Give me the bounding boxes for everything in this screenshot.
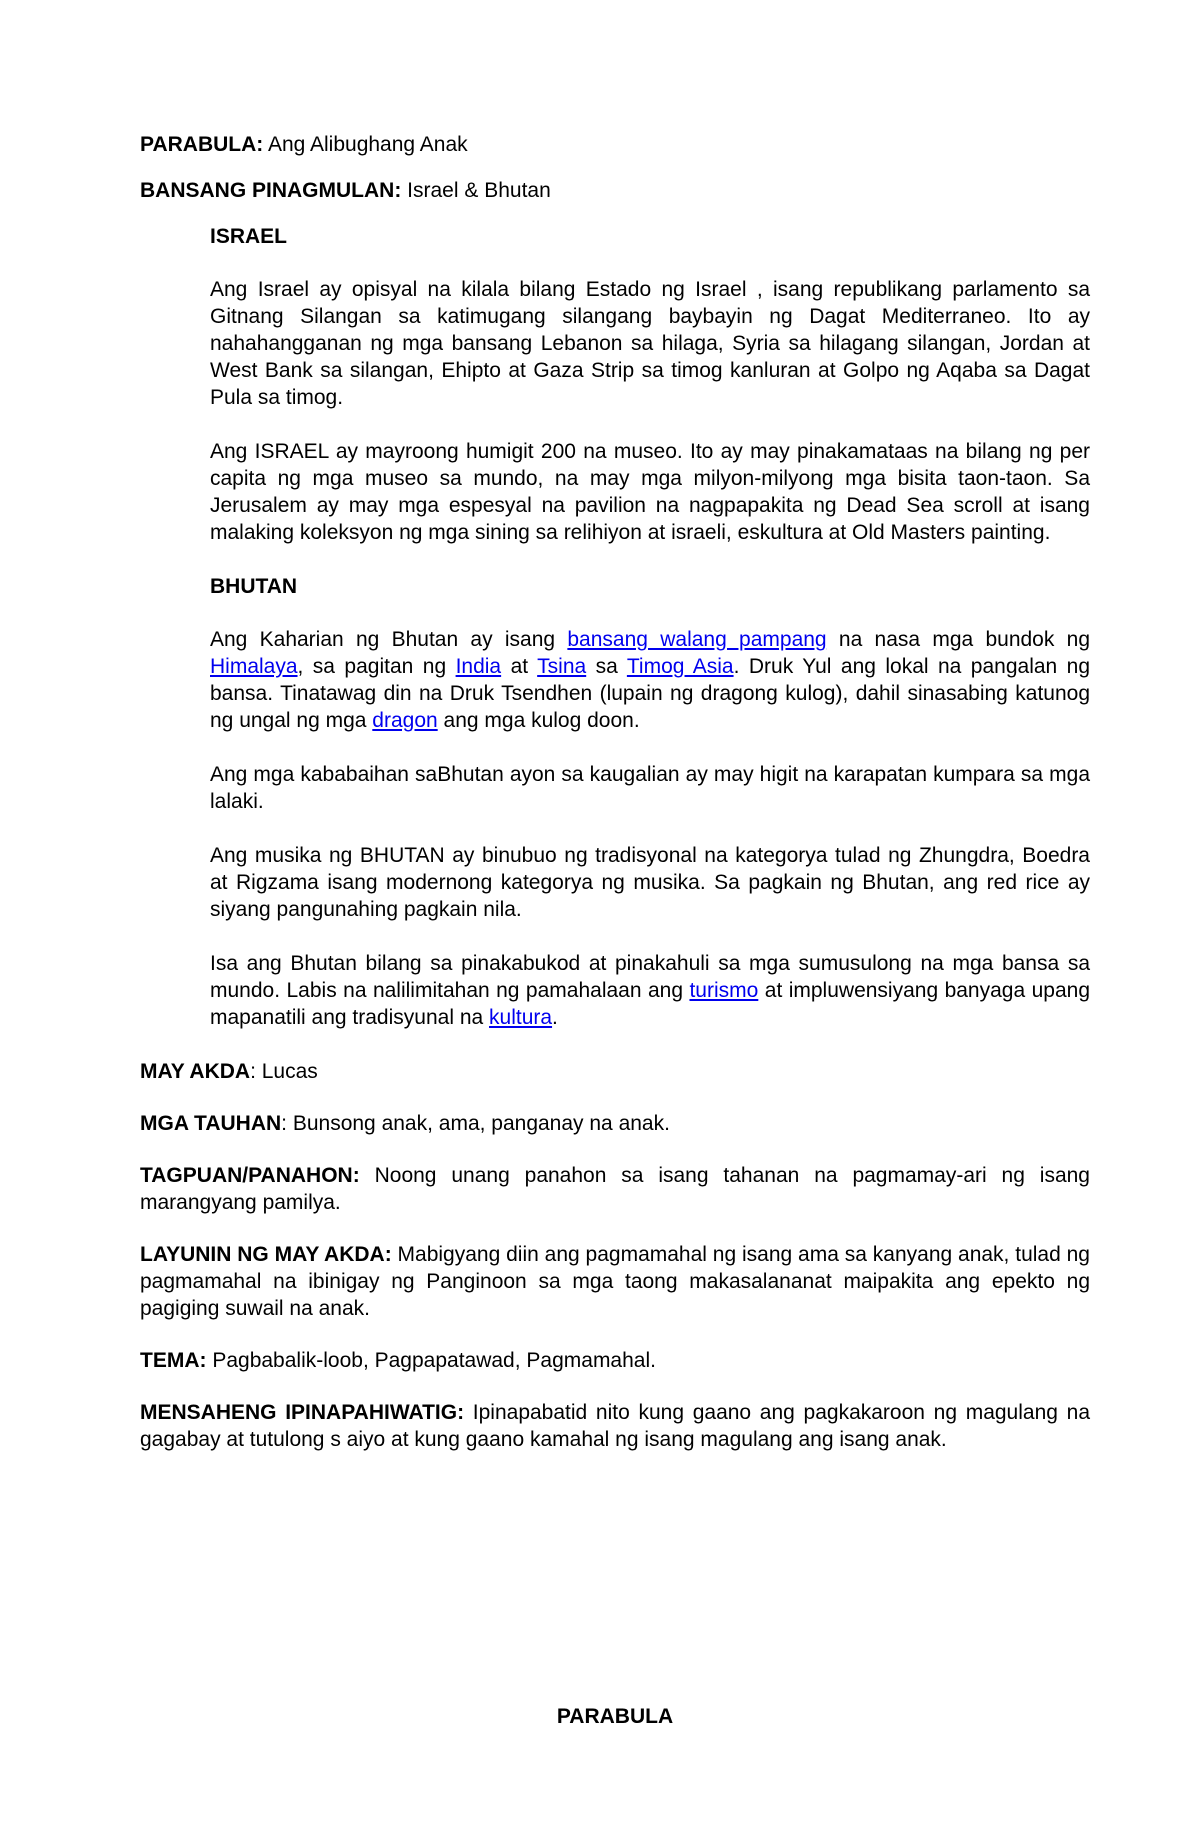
tagpuan-value: Noong unang panahon sa isang tahanan na pagmamay-ari ng isang marangyang pamilya. — [140, 1164, 1090, 1214]
bhutan-paragraph-1 — [210, 626, 1090, 734]
israel-section — [210, 223, 1090, 546]
akda-label: MAY AKDA — [140, 1060, 251, 1083]
bhutan-p4-text-3: . — [552, 1006, 558, 1029]
tauhan-field — [140, 1110, 1090, 1137]
link-india[interactable]: India — [455, 655, 502, 678]
mensahe-field — [140, 1399, 1090, 1453]
israel-heading: ISRAEL — [210, 225, 288, 248]
link-dragon[interactable]: dragon — [372, 709, 438, 732]
bansa-field — [140, 177, 1090, 204]
bhutan-p1-text-3: , sa pagitan ng — [297, 655, 456, 678]
bhutan-p1-text-1: Ang Kaharian ng Bhutan ay isang — [210, 628, 568, 651]
akda-value: : Lucas — [250, 1060, 318, 1083]
link-turismo[interactable]: turismo — [689, 979, 759, 1002]
bhutan-section — [210, 573, 1090, 1031]
bhutan-paragraph-2: Ang mga kababaihan saBhutan ayon sa kaugalian ay may higit na karapatan kumpara sa mga lalaki. — [210, 763, 1090, 813]
bhutan-p4-text-1: Isa ang Bhutan bilang sa pinakabukod at pinakahuli sa mga sumusulong na mga bansa sa mundo. Labis na nalilimitahan ng pamahalaan ang — [210, 952, 1090, 1002]
tema-value: Pagbabalik-loob, Pagpapatawad, Pagmamahal. — [206, 1349, 656, 1372]
bhutan-p1-text-4: at — [501, 655, 538, 678]
tauhan-value: : Bunsong anak, ama, panganay na anak. — [281, 1112, 670, 1135]
akda-field — [140, 1058, 1090, 1085]
mensahe-value: Ipinapabatid nito kung gaano ang pagkakaroon ng magulang na gagabay at tutulong s aiyo at kung gaano kamahal ng isang magulang ang isang anak. — [140, 1401, 1090, 1451]
layunin-label: LAYUNIN NG MAY AKDA: — [140, 1243, 392, 1266]
tagpuan-label: TAGPUAN/PANAHON: — [140, 1164, 360, 1187]
bhutan-p1-text-6: . Druk Yul ang lokal na pangalan ng bansa. Tinatawag din na Druk Tsendhen (lupain ng dragong kulog), dahil sinasabing katunog ng ungal ng mga — [210, 655, 1091, 732]
parabula-value: Ang Alibughang Anak — [267, 133, 468, 156]
link-kultura[interactable]: kultura — [489, 1006, 553, 1029]
footer-title: PARABULA — [556, 1705, 674, 1728]
link-tsina[interactable]: Tsina — [537, 655, 587, 678]
tagpuan-field — [140, 1162, 1090, 1216]
tema-field — [140, 1347, 1090, 1374]
tauhan-label: MGA TAUHAN — [140, 1112, 282, 1135]
link-bansang-walang-pampang[interactable]: bansang walang pampang — [567, 628, 827, 651]
document-page — [140, 131, 1090, 1478]
bhutan-heading: BHUTAN — [210, 575, 298, 598]
layunin-value: Mabigyang diin ang pagmamahal ng isang ama sa kanyang anak, tulad ng pagmamahal na ibinigay ng Panginoon sa mga taong makasalananat maipakita ang epekto ng pagiging suwail na anak. — [140, 1243, 1090, 1320]
tema-label: TEMA: — [140, 1349, 207, 1372]
bhutan-p1-text-2: na nasa mga bundok ng — [826, 628, 1090, 651]
bhutan-p1-text-7: ang mga kulog doon. — [437, 709, 640, 732]
israel-paragraph-1: Ang Israel ay opisyal na kilala bilang Estado ng Israel , isang republikang parlamento sa Gitnang Silangan sa katimugang silangang baybayin ng Dagat Mediterraneo. Ito ay nahahangganan ng mga bansang Lebanon sa hilaga, Syria sa hilagang silangan, Jordan at West Bank sa silangan, Ehipto at Gaza Strip sa timog kanluran at Golpo ng Aqaba sa Dagat Pula sa timog. — [210, 278, 1090, 409]
mensahe-label: MENSAHENG IPINAPAHIWATIG: — [140, 1401, 465, 1424]
bansa-label: BANSANG PINAGMULAN: — [140, 179, 402, 202]
bhutan-paragraph-3: Ang musika ng BHUTAN ay binubuo ng tradisyonal na kategorya tulad ng Zhungdra, Boedra at Rigzama isang modernong kategorya ng musika. Sa pagkain ng Bhutan, ang red rice ay siyang pangunahing pagkain nila. — [210, 844, 1090, 921]
parabula-field — [140, 131, 1090, 158]
layunin-field — [140, 1241, 1090, 1322]
link-timog-asia[interactable]: Timog Asia — [626, 655, 734, 678]
bhutan-p4-text-2: at impluwensiyang banyaga upang mapanatili ang tradisyunal na — [210, 979, 1090, 1029]
parabula-label: PARABULA: — [140, 133, 264, 156]
bansa-value: Israel & Bhutan — [407, 179, 551, 202]
bhutan-p1-text-5: sa — [586, 655, 627, 678]
link-himalaya[interactable]: Himalaya — [210, 655, 298, 678]
bhutan-paragraph-4 — [210, 950, 1090, 1031]
israel-paragraph-2: Ang ISRAEL ay mayroong humigit 200 na museo. Ito ay may pinakamataas na bilang ng per capita ng mga museo sa mundo, na may mga milyon-milyong mga bisita taon-taon. Sa Jerusalem ay may mga espesyal na pavilion na nagpapakita ng Dead Sea scroll at isang malaking koleksyon ng mga sining sa relihiyon at israeli, eskultura at Old Masters painting. — [210, 440, 1090, 544]
